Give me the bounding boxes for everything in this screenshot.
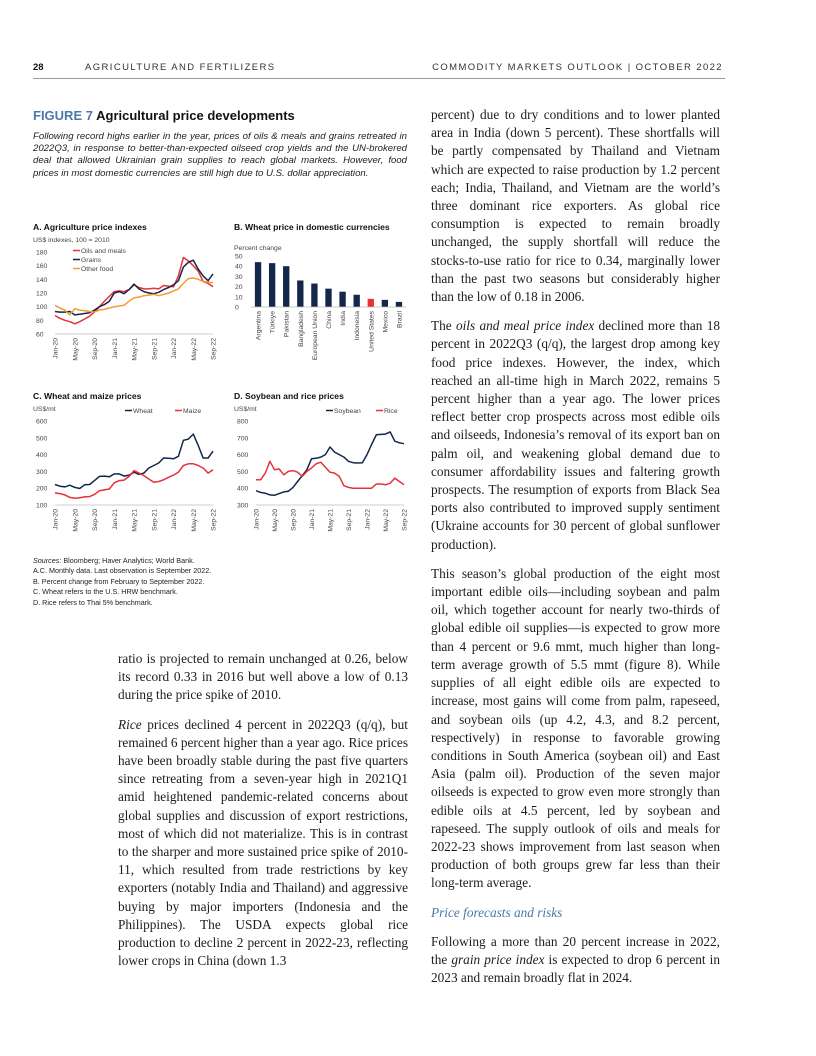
y-tick-label: 600 (237, 452, 249, 460)
legend-label: Wheat (133, 408, 153, 415)
chart-panel-c (33, 391, 223, 551)
y-tick-label: 60 (36, 331, 44, 339)
y-tick-label: 50 (235, 253, 243, 261)
x-tick-label: European Union (311, 311, 319, 361)
emphasis: Rice (118, 716, 142, 732)
x-tick-label: Jan-21 (111, 338, 119, 359)
series-line-maize (55, 464, 213, 499)
chart-title: B. Wheat price in domestic currencies (234, 222, 390, 232)
chart-svg-c (33, 391, 223, 551)
y-axis-label: US$ indexes, 100 = 2010 (33, 237, 110, 244)
header-rule (33, 78, 725, 79)
left-text-column (118, 650, 408, 981)
body-paragraph: ratio is projected to remain unchanged at 0.26, below its record 0.33 in 2016 but well above a low of 0.13 during the price spike of 2010. (118, 651, 408, 703)
body-paragraph (431, 317, 720, 554)
bar-united-states (368, 299, 374, 307)
y-tick-label: 400 (237, 485, 249, 493)
bar-pakistan (283, 266, 289, 307)
x-tick-label: May-20 (72, 338, 80, 361)
subheading: Price forecasts and risks (431, 904, 563, 920)
series-line-rice (256, 461, 404, 488)
bar-bangladesh (297, 280, 303, 307)
page-number: 28 (33, 62, 44, 73)
x-tick-label: Pakistan (283, 311, 291, 338)
legend-label: Grains (81, 257, 102, 264)
x-tick-label: Sep-21 (151, 509, 159, 531)
body-paragraph (118, 716, 408, 971)
paragraph-text: is expected to drop 6 percent in 2023 and remain broadly flat in 2024. (431, 951, 720, 986)
y-tick-label: 100 (36, 304, 48, 312)
publication-title: COMMODITY MARKETS OUTLOOK | OCTOBER 2022 (432, 62, 723, 73)
y-tick-label: 100 (36, 502, 48, 510)
series-line-soybean (256, 432, 404, 495)
x-tick-label: Sep-20 (290, 509, 298, 531)
figure-title-text: Agricultural price developments (96, 108, 295, 123)
y-tick-label: 120 (36, 290, 48, 298)
paragraph-text: declined more than 18 percent in 2022Q3 (q/q), the largest drop among key food price indexes. However, the index, which reached an all-time high in March 2022, remains 5 percent higher than a year ago. The lower prices reflect better crop prospects across most edible oils and oilseeds, Indonesia’s removal of its export ban on palm oil, and weakening global demand due to consumer affordability issues and faltering growth prospects. The resumption of exports from Black Sea ports also contributed to improved supply sentiment (Ukraine accounts for 30 percent of global sunflower production). (431, 318, 720, 552)
note-line: C. Wheat refers to the U.S. HRW benchmark. (33, 587, 178, 597)
x-tick-label: Sep-21 (151, 338, 159, 360)
right-text-column (431, 106, 720, 998)
y-axis-label: US$/mt (234, 406, 257, 413)
figure-caption: Following record highs earlier in the year, prices of oils & meals and grains retreated in 2022Q3, in response to better-than-expected oilseed crop yields and the UN-brokered deal that allowed Ukrainian grain supplies to reach global markets. However, food prices in most domestic currencies are still high due to U.S. dollar appreciation. (33, 131, 407, 179)
chart-svg-a (33, 222, 223, 382)
y-tick-label: 700 (237, 435, 249, 443)
x-tick-label: Indonesia (354, 311, 362, 341)
x-tick-label: May-22 (383, 509, 390, 532)
x-tick-label: Argentina (255, 311, 263, 341)
y-tick-label: 500 (36, 435, 48, 443)
legend-label: Rice (384, 408, 398, 415)
y-tick-label: 160 (36, 263, 48, 271)
x-tick-label: India (340, 311, 348, 326)
chart-title: C. Wheat and maize prices (33, 391, 142, 401)
x-tick-label: Jan-21 (309, 509, 316, 530)
figure-label: FIGURE 7 (33, 108, 93, 123)
legend-label: Oils and meals (81, 248, 126, 255)
emphasis: grain price index (451, 951, 545, 967)
y-tick-label: 400 (36, 452, 48, 460)
note-line: A.C. Monthly data. Last observation is September 2022. (33, 566, 212, 576)
x-tick-label: Sep-22 (210, 338, 218, 360)
bar-brazil (396, 302, 402, 307)
x-tick-label: Jan-20 (253, 509, 261, 530)
paragraph-text: The (431, 318, 456, 334)
y-tick-label: 80 (36, 317, 44, 325)
x-tick-label: Sep-21 (346, 509, 353, 531)
sources-line (33, 556, 211, 566)
x-tick-label: May-20 (272, 509, 279, 532)
x-tick-label: Jan-21 (111, 509, 119, 530)
x-tick-label: May-20 (72, 509, 80, 532)
chart-title: A. Agriculture price indexes (33, 222, 147, 232)
bar-china (325, 289, 331, 307)
x-tick-label: Jan-20 (52, 338, 60, 359)
figure-title (33, 108, 295, 123)
x-tick-label: May-22 (190, 338, 198, 361)
y-axis-label: US$/mt (33, 406, 56, 413)
bar-türkiye (269, 263, 275, 307)
body-paragraph (431, 933, 720, 988)
bar-european-union (311, 284, 317, 307)
y-tick-label: 140 (36, 276, 48, 284)
y-tick-label: 40 (235, 263, 243, 271)
x-tick-label: Türkiye (269, 311, 277, 334)
chart-title: D. Soybean and rice prices (234, 391, 344, 401)
x-tick-label: May-21 (131, 509, 139, 532)
y-tick-label: 0 (235, 304, 239, 312)
running-header (33, 62, 723, 78)
x-tick-label: May-21 (327, 509, 335, 532)
x-tick-label: Sep-22 (210, 509, 218, 531)
paragraph-text: Following a more than 20 percent increase in 2022, the (431, 933, 720, 967)
series-line-wheat (55, 434, 213, 488)
body-paragraph: This season’s global production of the eight most important edible oils—including soybean and palm oil, which together account for nearly two-thirds of global edible oil supplies—is expected to grow more than 4 percent or 9.6 mmt, much higher than long-term average growth of 5.5 mmt (figure 8). While supplies of all eight edible oils are expected to increase, most gains will come from palm, rapeseed, and soybean oils (up 4.2, 4.3, and 8.2 percent, respectively) in response to favorable growing conditions in South America (soybean oil) and East Asia (palm oil). Production of the seven major oilseeds is expected to grow even more strongly than edible oils at 4.5 percent, led by soybean and rapeseed. The supply outlook of oils and meals for 2022-23 shows improvement from last season when production of both groups grew far less than their long-term average. (431, 565, 720, 891)
y-tick-label: 600 (36, 418, 48, 426)
x-tick-label: Mexico (382, 311, 390, 333)
y-tick-label: 10 (235, 294, 243, 302)
x-tick-label: China (326, 311, 333, 329)
sources-label: Sources: (33, 556, 62, 565)
legend-label: Maize (183, 408, 202, 415)
y-tick-label: 180 (36, 249, 48, 257)
note-line: B. Percent change from February to September 2022. (33, 576, 205, 586)
bar-india (339, 292, 345, 307)
bar-argentina (255, 262, 261, 307)
legend-label: Other food (81, 266, 114, 273)
x-tick-label: Jan-22 (171, 338, 178, 359)
y-tick-label: 30 (235, 273, 243, 281)
y-tick-label: 500 (237, 468, 249, 476)
section-title: AGRICULTURE AND FERTILIZERS (85, 62, 276, 73)
x-tick-label: Jan-20 (52, 509, 60, 530)
figure-notes (33, 556, 211, 608)
x-tick-label: Sep-22 (401, 509, 409, 531)
y-tick-label: 300 (237, 502, 249, 510)
bar-mexico (382, 300, 388, 307)
paragraph-text: prices declined 4 percent in 2022Q3 (q/q), but remained 6 percent higher than a year ago. Rice prices have been broadly stable during the past five quarters since retreating from a seven-year high in 2021Q1 amid heightened pandemic-related concerns about global supplies and discussion of export restrictions, most of which did not materialize. This is in contrast to the sharper and more sustained price spike of 2010-11, which resulted from trade restrictions by key exporters (notably India and Thailand) and aggressive buying by major importers (Indonesia and the Philippines). The USDA expects global rice production to decline 2 percent in 2022-23, reflecting lower crops in China (down 1.3 (118, 716, 408, 969)
sources-text: Bloomberg; Haver Analytics; World Bank. (63, 556, 195, 565)
x-tick-label: Jan-22 (171, 509, 178, 530)
y-tick-label: 20 (235, 284, 243, 292)
x-tick-label: Sep-20 (92, 338, 99, 360)
x-tick-label: Jan-22 (364, 509, 372, 530)
y-tick-label: 300 (36, 468, 48, 476)
y-tick-label: 200 (36, 485, 48, 493)
chart-panel-b (234, 222, 414, 382)
chart-panel-a (33, 222, 223, 382)
note-line: D. Rice refers to Thai 5% benchmark. (33, 597, 153, 607)
emphasis: oils and meal price index (455, 318, 595, 334)
chart-svg-d (234, 391, 414, 551)
chart-svg-b (234, 222, 414, 382)
x-tick-label: Brazil (396, 311, 404, 328)
x-tick-label: May-22 (190, 509, 198, 532)
y-axis-label: Percent change (234, 245, 282, 252)
legend-label: Soybean (334, 408, 361, 415)
x-tick-label: May-21 (131, 338, 139, 361)
bar-indonesia (354, 295, 360, 307)
x-tick-label: United States (368, 311, 376, 352)
y-tick-label: 800 (237, 418, 249, 426)
body-paragraph: percent) due to dry conditions and to lower planted area in India (down 5 percent). These shortfalls will be partly compensated by Thailand and Vietnam which are expected to raise production by 1.2 percent each; India, Thailand, and Vietnam are the world’s three dominant rice exporters. As global rice consumption is expected to remain broadly unchanged, the supply shortfall will reduce the stocks-to-use ratio for rice to 0.34, marginally lower than the past two seasons but considerably higher than the low of 0.18 in 2006. (431, 107, 720, 305)
x-tick-label: Bangladesh (297, 311, 305, 347)
chart-panel-d (234, 391, 414, 551)
x-tick-label: Sep-20 (92, 509, 99, 531)
